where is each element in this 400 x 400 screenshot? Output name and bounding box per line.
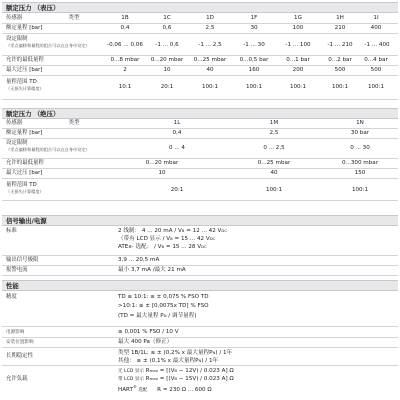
cell: 160: [248, 67, 260, 73]
absolute-row-limits: [2, 139, 398, 159]
output-row-limit: [2, 256, 398, 266]
row-label: 标准: [6, 228, 17, 234]
gauge-model: 1I: [373, 15, 379, 21]
cell: 0...2 bar: [328, 57, 352, 63]
cell: 150: [354, 170, 366, 176]
absolute-section-header: [2, 108, 398, 119]
stability-line-2: 其他： ≤ ± (0,1% x 最大量程PN) / 1年: [118, 358, 219, 364]
gauge-type-label: 类型: [68, 15, 80, 21]
cell: 40: [270, 170, 278, 176]
mount-value: 最大 400 Pa（修正）: [118, 339, 173, 345]
row-label: 允许的最低量程: [6, 57, 44, 63]
load-line-3: HART® 选配 R = 230 Ω ... 600 Ω: [118, 384, 212, 393]
row-label: 额定量程 [bar]: [6, 130, 43, 136]
cell: 100:1: [367, 84, 385, 90]
alarm-value: 最小 3,7 mA /最大 21 mA: [118, 267, 186, 273]
cell: 100:1: [245, 84, 263, 90]
cell: -1 ... 400: [364, 42, 390, 48]
cell: 20:1: [170, 187, 184, 193]
cell: 100: [292, 25, 304, 31]
cell: 30 bar: [350, 130, 370, 136]
gauge-model: 1H: [336, 15, 344, 21]
absolute-row-overpressure: [2, 169, 398, 179]
perf-row-accuracy: [2, 291, 398, 327]
cell: 2,5: [269, 130, 279, 136]
output-row-standard: [2, 226, 398, 256]
cell: 2: [123, 67, 127, 73]
cell: -1 ... 2,5: [198, 42, 222, 48]
cell: 200: [292, 67, 304, 73]
cell: 30: [250, 25, 258, 31]
cell: 0,4: [172, 130, 182, 136]
cell: 500: [370, 67, 382, 73]
cell: 0...4 bar: [364, 57, 388, 63]
cell: 10: [163, 67, 171, 73]
stability-line-1: 类型 1B/1L: ≤ ± (0,2% x 最大量程PN) / 1年: [118, 350, 233, 356]
cell: 0...1 bar: [286, 57, 310, 63]
load-line-1: 无 LCD 显示 Rmax = [(VB − 12V) / 0.023 A] Ω: [118, 368, 234, 374]
cell: -1 ... 0,6: [155, 42, 179, 48]
row-label: 量程范围 TD: [6, 182, 37, 188]
row-sublabel: （零点偏移和量程的组合可以在自身中设定）: [6, 43, 90, 48]
row-label: 长期稳定性: [6, 353, 33, 359]
cell: 10:1: [118, 84, 132, 90]
row-label: 报警电流: [6, 267, 28, 273]
row-label: 设定限制: [6, 36, 28, 42]
cell: 100:1: [289, 84, 307, 90]
row-sublabel: （无损失计算精度）: [6, 189, 44, 194]
perf-row-power: [2, 327, 398, 338]
power-value: ≤ 0,001 % FSO / 10 V: [118, 329, 179, 335]
std-line-1: 2 线制： 4 ... 20 mA / VB = 12 ... 42 VDC: [118, 228, 227, 234]
gauge-row-range: [2, 24, 398, 34]
accuracy-line-3: (TD = 最大量程 PN / 调节量程): [118, 313, 197, 319]
cell: 2,5: [205, 25, 215, 31]
cell: 20:1: [160, 84, 174, 90]
row-label: 最大过压 [bar]: [6, 67, 43, 73]
row-label: 设定限制: [6, 140, 28, 146]
cell: 10: [158, 170, 166, 176]
cell: 0...20 mbar: [150, 57, 184, 63]
performance-section-title: 性能: [6, 282, 19, 290]
cell: 100:1: [351, 187, 369, 193]
row-sublabel: （无损失计算精度）: [6, 86, 44, 91]
row-label: 精度: [6, 294, 17, 300]
absolute-section-title: 额定压力 （绝压）: [6, 110, 60, 118]
perf-row-stability: [2, 348, 398, 366]
cell: -1 ... 210: [327, 42, 353, 48]
absolute-model: 1M: [269, 120, 279, 126]
cell: 210: [334, 25, 346, 31]
cell: -0,06 ... 0,06: [107, 42, 143, 48]
load-line-2: 带 LCD 显示 Rmax = [(VB − 15V) / 0.023 A] Ω: [118, 376, 234, 382]
row-label: 输出信号极限: [6, 257, 39, 263]
gauge-type-caption: 传感器: [6, 15, 23, 21]
absolute-type-caption: 传感器: [6, 120, 23, 126]
std-line-2: （带有 LCD 显示 / VB = 15 ... 42 VDC: [118, 236, 216, 242]
gauge-section-title: 额定压力 （表压）: [6, 4, 60, 12]
cell: 400: [370, 25, 382, 31]
cell: 0...8 mbar: [110, 57, 140, 63]
cell: 100:1: [331, 84, 349, 90]
gauge-row-minspan: [2, 56, 398, 66]
gauge-section-header: [2, 2, 398, 13]
gauge-model: 1F: [250, 15, 258, 21]
row-label: 额定量程 [bar]: [6, 25, 43, 31]
row-label: 允许的最低量程: [6, 160, 44, 166]
performance-section-header: [2, 280, 398, 291]
row-label: 最大过压 [bar]: [6, 170, 43, 176]
row-label: 电源影响: [6, 330, 25, 335]
accuracy-line-2: >10:1: ≤ ± [0,0075x TD] % FSO: [118, 303, 209, 309]
cell: 0,6: [162, 25, 172, 31]
cell: 0...25 mbar: [257, 160, 291, 166]
output-section-title: 信号输出/电源: [6, 217, 47, 225]
cell: 0 ... 2,5: [263, 145, 285, 151]
cell: 40: [206, 67, 214, 73]
row-label: 量程范围 TD: [6, 79, 37, 85]
gauge-row-turndown: [2, 76, 398, 100]
perf-row-mount: [2, 338, 398, 348]
absolute-row-turndown: [2, 179, 398, 201]
cell: 0...20 mbar: [145, 160, 179, 166]
row-label: 允许负载: [6, 376, 28, 382]
row-sublabel: （零点偏移和量程的组合可以在自身中设定）: [6, 147, 90, 152]
cell: 0...25 mbar: [193, 57, 227, 63]
absolute-model: 1N: [356, 120, 364, 126]
cell: -1 ... 30: [243, 42, 265, 48]
cell: 100:1: [265, 187, 283, 193]
cell: 500: [334, 67, 346, 73]
absolute-row-range: [2, 129, 398, 139]
cell: 100:1: [201, 84, 219, 90]
perf-row-load: [2, 366, 398, 396]
cell: 0,4: [120, 25, 130, 31]
absolute-type-row: [2, 119, 398, 129]
gauge-row-overpressure: [2, 66, 398, 76]
cell: 0 ... 4: [168, 145, 185, 151]
cell: 0 ... 30: [350, 145, 370, 151]
absolute-row-minspan: [2, 159, 398, 169]
gauge-model: 1G: [294, 15, 302, 21]
gauge-type-row: [2, 13, 398, 24]
cell: 0...300 mbar: [341, 160, 379, 166]
absolute-model: 1L: [173, 120, 181, 126]
absolute-type-label: 类型: [68, 120, 80, 126]
gauge-model: 1D: [206, 15, 214, 21]
accuracy-line-1: TD ≤ 10:1: ≤ ± 0,075 % FSO TD: [118, 294, 209, 300]
limit-value: 3,9 ... 20,5 mA: [118, 257, 160, 263]
std-line-3: ATEx- 选配： / VB = 15 ... 28 VDC: [118, 244, 207, 250]
gauge-row-limits: [2, 34, 398, 56]
gauge-model: 1C: [163, 15, 171, 21]
output-row-alarm: [2, 266, 398, 276]
row-label: 安装位置影响: [6, 340, 34, 345]
gauge-model: 1B: [121, 15, 129, 21]
output-section-header: [2, 215, 398, 226]
cell: -1 ... 100: [285, 42, 311, 48]
cell: 0...0,5 bar: [239, 57, 269, 63]
